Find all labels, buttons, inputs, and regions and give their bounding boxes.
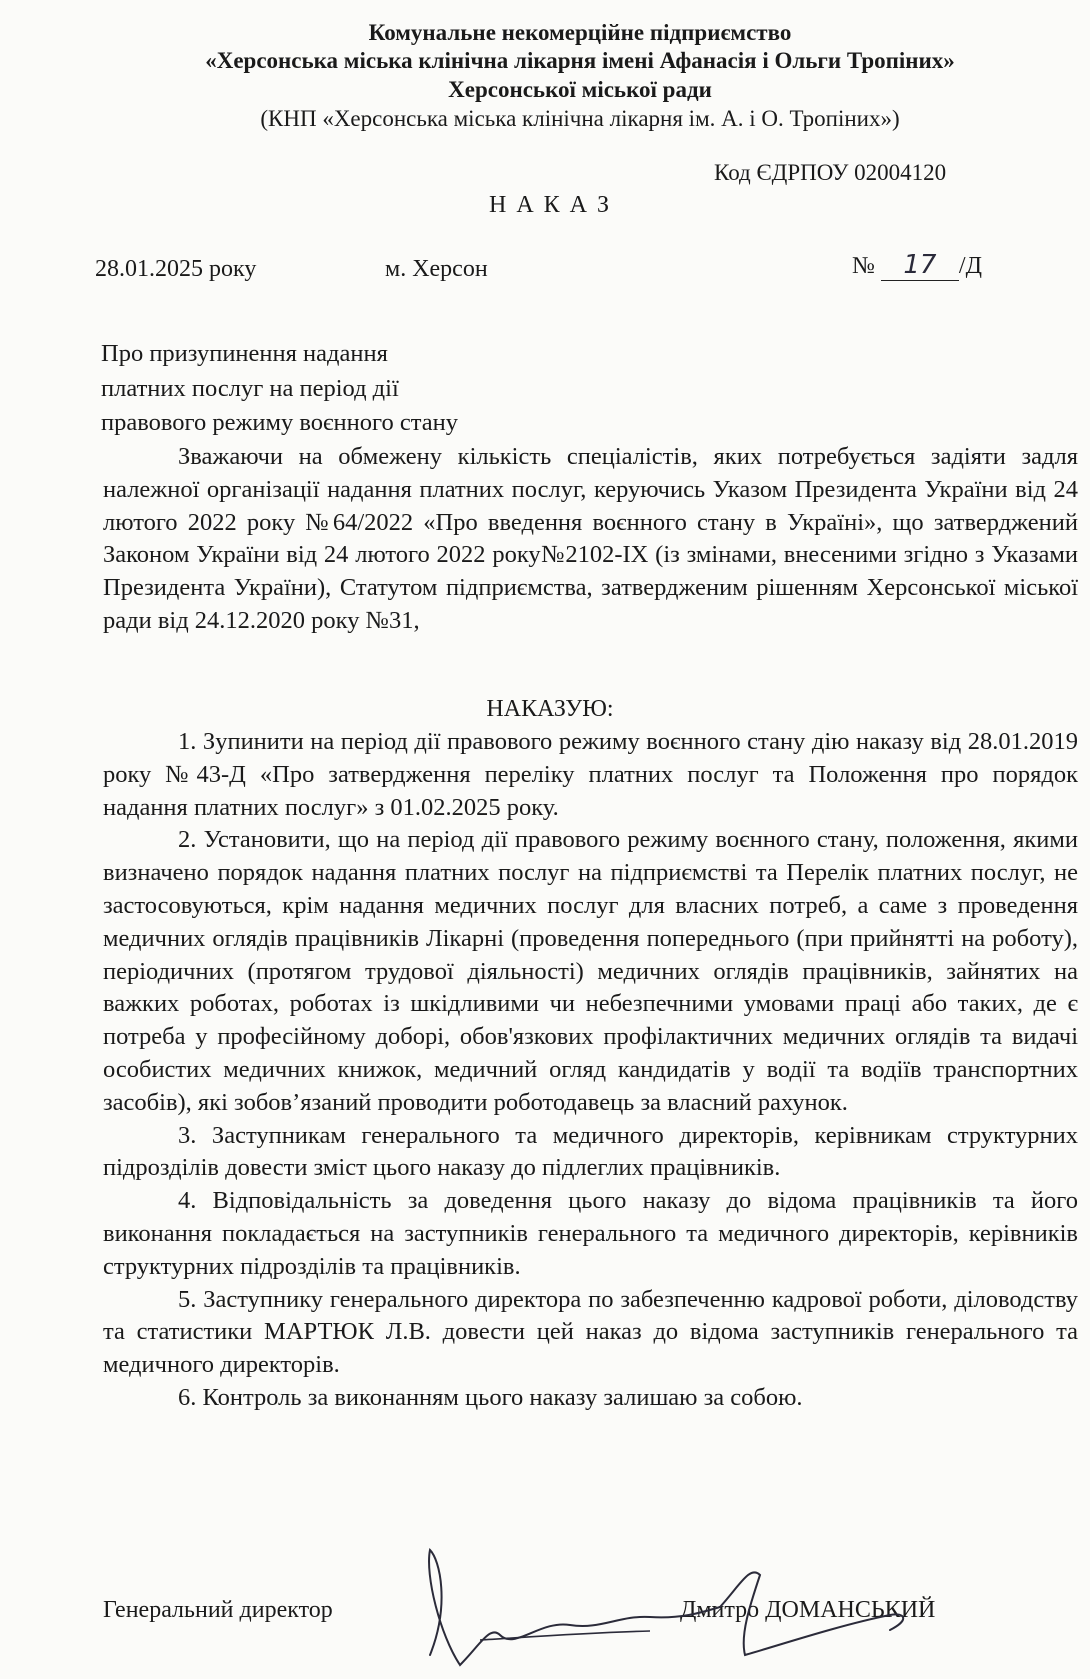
order-city: м. Херсон <box>385 256 488 282</box>
org-short-name: (КНП «Херсонська міська клінічна лікарня ім. А. і О. Тропіних») <box>260 106 900 131</box>
order-item-1: 1. Зупинити на період дії правового режиму воєнного стану дію наказу від 28.01.2019 року №43-Д «Про затвердження переліку платних послуг та Положення про порядок надання платних послуг» з 01.02.2025 року. <box>103 728 1078 821</box>
preamble-text: Зважаючи на обмежену кількість спеціалістів, яких потребується задіяти задля належної організації надання платних послуг, керуючись Указом Президента України від 24 лютого 2022 року №64/2022 «Про введення воєнного стану в Україні», що затверджений Законом України від 24 лютого 2022 року№2102-IX (із змінами, внесеними згідно з Указами Президента України), Статутом підприємства, затвердженим рішенням Херсонської міської ради від 24.12.2020 року №31, <box>103 443 1078 634</box>
number-field <box>881 250 959 281</box>
doc-type-title: Н А К А З <box>488 192 612 218</box>
order-item-5: 5. Заступнику генерального директора по забезпеченню кадрової роботи, діловодству та статистики МАРТЮК Л.В. довести цей наказ до відома заступників генерального та медичного директорів. <box>103 1285 1078 1379</box>
org-council: Херсонської міської ради <box>448 77 712 102</box>
signatory-position: Генеральний директор <box>103 1597 333 1623</box>
subject-line: правового режиму воєнного стану <box>101 409 458 436</box>
order-item-4: 4. Відповідальність за доведення цього наказу до відома працівників та його виконання покладається на заступників генерального та медичного директорів, керівників структурних підрозділів та працівників. <box>103 1187 1078 1280</box>
subject-line: платних послуг на період дії <box>101 374 399 402</box>
preamble <box>103 441 1078 638</box>
edrpou-code: Код ЄДРПОУ 02004120 <box>714 160 947 185</box>
order-number <box>852 250 982 281</box>
number-prefix: № <box>852 253 875 279</box>
signatory-name: Дмитро ДОМАНСЬКИЙ <box>680 1597 936 1623</box>
order-items <box>103 726 1078 1415</box>
order-item-2: 2. Установити, що на період дії правового режиму воєнного стану, положення, якими визначено порядок надання платних послуг на підприємстві та Перелік платних послуг, не застосовуються, крім надання медичних послуг для власних потреб, а саме з проведення медичних оглядів працівників Лікарні (проведення попереднього (при прийнятті на роботу), періодичних (протягом трудової діяльності) медичних оглядів працівників, зайнятих на важких роботах, роботах із шкідливими чи небезпечними умовами праці або таких, де є потреба у професійному доборі, обов'язкових профілактичних медичних оглядів та видачі особистих медичних книжок, медичний огляд кандидатів у водії та водіїв транспортних засобів), які зобов’язаний проводити роботодавець за власний рахунок. <box>103 826 1078 1116</box>
order-word: НАКАЗУЮ: <box>486 696 614 722</box>
subject-line: Про призупинення надання <box>101 340 388 367</box>
number-handwritten: 17 <box>903 250 937 280</box>
order-date: 28.01.2025 року <box>95 256 257 282</box>
order-item-6: 6. Контроль за виконанням цього наказу залишаю за собою. <box>178 1383 803 1411</box>
order-item-3: 3. Заступникам генерального та медичного директорів, керівникам структурних підрозділів довести зміст цього наказу до підлеглих працівників. <box>103 1121 1078 1182</box>
org-name: «Херсонська міська клінічна лікарня імені Афанасія і Ольги Тропіних» <box>205 48 955 73</box>
order-subject <box>101 337 458 441</box>
org-type: Комунальне некомерційне підприємство <box>368 20 792 45</box>
handwritten-signature <box>420 1545 920 1675</box>
number-suffix: /Д <box>958 253 982 279</box>
